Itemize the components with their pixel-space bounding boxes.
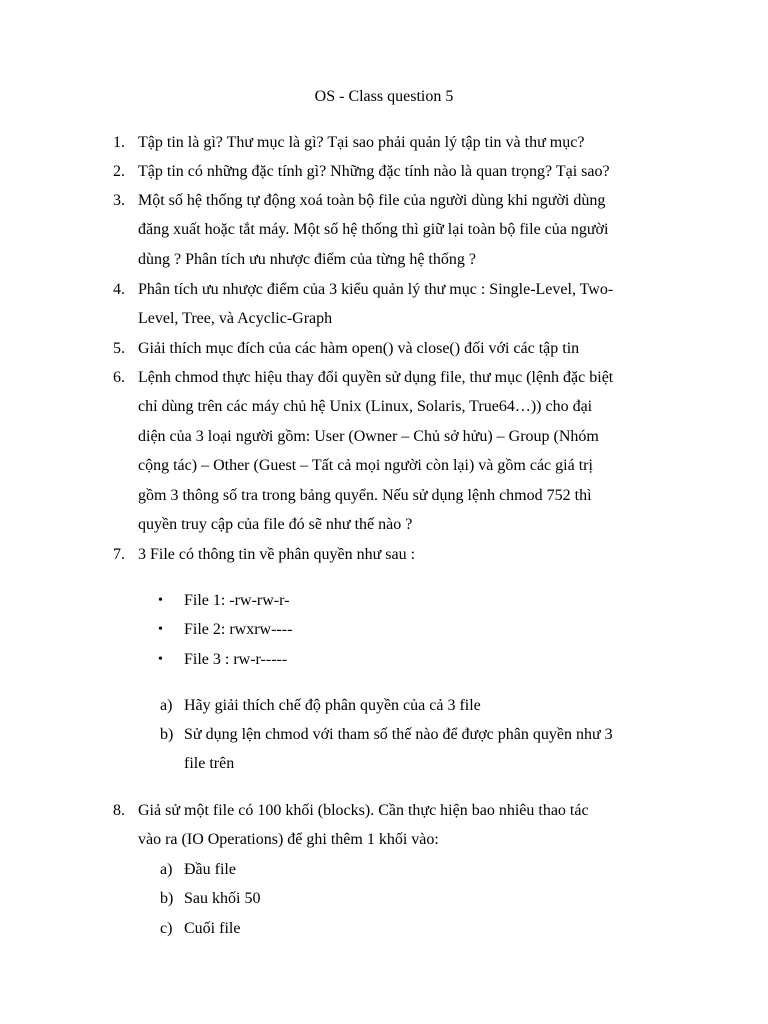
- question-number: 4.: [113, 281, 125, 298]
- question-number: 1.: [113, 134, 125, 151]
- bullet-item: [158, 586, 289, 615]
- sub-item: [160, 691, 481, 720]
- question-text-line: Giả sử một file có 100 khối (blocks). Cần thực hiện bao nhiêu thao tác: [138, 802, 589, 819]
- question-text-line: Một số hệ thống tự động xoá toàn bộ file của người dùng khi người dùng: [138, 192, 606, 209]
- question-7: [113, 540, 693, 569]
- sub-item-text: Cuối file: [184, 920, 241, 937]
- bullet-icon: •: [158, 652, 163, 667]
- sub-item: [160, 884, 260, 913]
- sub-item-text: file trên: [184, 755, 235, 773]
- sub-item-text: Đầu file: [184, 861, 236, 878]
- question-text-line: gồm 3 thông số tra trong bảng quyển. Nếu sử dụng lệnh chmod 752 thì: [138, 486, 592, 504]
- question-4: [113, 275, 693, 334]
- question-text-line: đăng xuất hoặc tắt máy. Một số hệ thống thì giữ lại toàn bộ file của người: [138, 221, 609, 239]
- question-5: [113, 334, 693, 363]
- sub-item-text: Sau khối 50: [184, 890, 261, 907]
- question-text-line: cộng tác) – Other (Guest – Tất cả mọi người còn lại) và gồm các giá trị: [138, 457, 593, 475]
- question-text-line: Tập tin có những đặc tính gì? Những đặc tính nào là quan trọng? Tại sao?: [138, 163, 610, 180]
- bullet-item: [158, 615, 292, 644]
- question-text-line: vào ra (IO Operations) để ghi thêm 1 khối vào:: [138, 831, 439, 849]
- bullet-text: File 1: -rw-rw-r-: [184, 592, 290, 609]
- question-text-line: diện của 3 loại người gồm: User (Owner – Chủ sở hửu) – Group (Nhóm: [138, 427, 599, 445]
- sub-item: [160, 914, 240, 943]
- question-text-line: Lệnh chmod thực hiệu thay đổi quyền sử dụng file, thư mục (lệnh đặc biệt: [138, 369, 614, 386]
- question-number: 7.: [113, 546, 125, 563]
- question-2: [113, 157, 693, 186]
- sub-item-label: c): [160, 920, 173, 937]
- question-text-line: chỉ dùng trên các máy chủ hệ Unix (Linux, Solaris, True64…)) cho đại: [138, 398, 593, 416]
- question-text-line: Phân tích ưu nhược điểm của 3 kiểu quản lý thư mục : Single-Level, Two-: [138, 281, 614, 298]
- question-text-line: Tập tin là gì? Thư mục là gì? Tại sao phải quản lý tập tin và thư mục?: [138, 134, 585, 151]
- question-text-line: quyền truy cập của file đó sẽ như thế nào ?: [138, 516, 413, 534]
- question-number: 3.: [113, 192, 125, 209]
- sub-item-label: b): [160, 726, 174, 743]
- question-text-line: dùng ? Phân tích ưu nhược điểm của từng hệ thống ?: [138, 250, 476, 268]
- sub-item-label: b): [160, 890, 174, 907]
- question-number: 6.: [113, 369, 125, 386]
- question-8: [113, 796, 693, 855]
- question-6: [113, 363, 693, 539]
- question-number: 2.: [113, 163, 125, 180]
- sub-item-label: a): [160, 861, 173, 878]
- question-text-line: Level, Tree, và Acyclic-Graph: [138, 310, 333, 328]
- question-text-line: Giải thích mục đích của các hàm open() và close() đối với các tập tin: [138, 340, 580, 357]
- sub-item-text: Hãy giải thích chế độ phân quyền của cả 3 file: [184, 697, 481, 714]
- question-number: 5.: [113, 340, 125, 357]
- question-3: [113, 186, 693, 274]
- bullet-icon: •: [158, 622, 163, 637]
- bullet-item: [158, 645, 287, 674]
- sub-item-label: a): [160, 697, 173, 714]
- question-number: 8.: [113, 802, 125, 819]
- bullet-text: File 3 : rw-r-----: [184, 651, 288, 668]
- question-1: [113, 128, 693, 157]
- sub-item-text: Sử dụng lện chmod với tham số thế nào để được phân quyền như 3: [184, 726, 613, 743]
- page-title: OS - Class question 5: [314, 88, 454, 105]
- bullet-icon: •: [158, 593, 163, 608]
- sub-item: [160, 720, 613, 779]
- bullet-text: File 2: rwxrw----: [184, 621, 293, 638]
- sub-item: [160, 855, 236, 884]
- question-text-line: 3 File có thông tin về phân quyền như sau :: [138, 546, 416, 563]
